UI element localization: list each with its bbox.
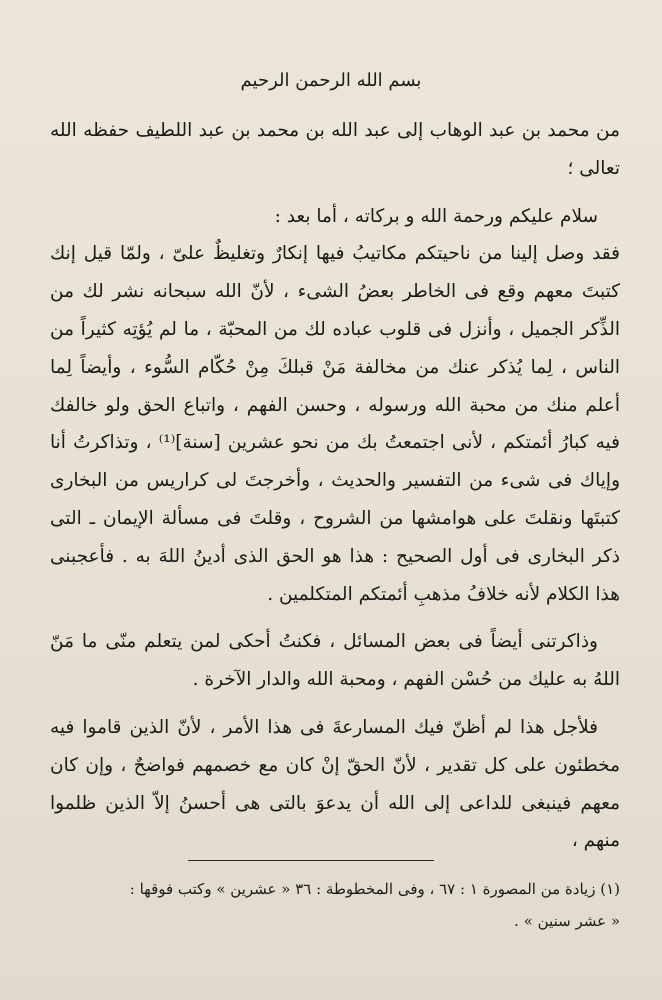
- footnote-line: « عشر سنين » .: [514, 912, 620, 930]
- footnote: [50, 873, 620, 937]
- salutation-paragraph: من محمد بن عبد الوهاب إلى عبد الله بن محمد بن عبد اللطيف حفظه الله تعالى ؛: [50, 120, 620, 179]
- body-paragraph: وذاكرتنى أيضاً فى بعض المسائل ، فكنتُ أحكى لمن يتعلم منّى ما مَنّ اللهُ به عليك من حُسْن الفهم ، ومحبة الله والدار الآخرة .: [50, 631, 620, 691]
- footnote-divider: [188, 860, 434, 861]
- greeting-paragraph: سلام عليكم ورحمة الله و بركاته ، أما بعد :: [274, 205, 598, 227]
- body-paragraph: فلأجل هذا لم أظنّ فيك المسارعةَ فى هذا الأمر ، لأنّ الذين قاموا فيه مخطئون على كل تقدير ، لأنّ الحقّ إنْ كان مع خصمهم فواضحٌ ، وإن كان معهم فينبغى للداعى إلى الله أن يدعوَ بالتى هى أحسنُ إلاّ الذين ظلموا منهم ،: [50, 716, 620, 852]
- body-paragraph: فقد وصل إلينا من ناحيتكم مكاتيبُ فيها إنكارٌ وتغليظٌ علىّ ، ولمّا قيل إنك كتبتَ معهم وقع فى الخاطر بعضُ الشىء ، لأنّ الله سبحانه نشر لك من الذِّكر الجميل ، وأنزل فى قلوب عباده لك من المحبّة ، ما لم يُؤتِه كثيراً من الناس ، لِما يُذكر عنك من مخالفة مَنْ قبلكَ مِنْ حُكّام السُّوء ، وأيضاً لِما أعلم منك من محبة الله ورسوله ، وحسن الفهم ، واتباع الحق ولو خالفك فيه كبارُ أئمتكم ، لأنى اجتمعتُ بك من نحو عشرين [سنة]⁽¹⁾ ، وتذاكرتُ أنا وإياك فى شىء من التفسير والحديث ، وأخرجتَ لى كراريس من البخارى كتبتَها ونقلتَ على هوامشها من الشروح ، وقلتَ فى مسألة الإيمان ـ التى ذكر البخارى فى أول الصحيح : هذا هو الحق الذى أدينُ اللهَ به . فأعجبنى هذا الكلام لأنه خلافُ مذهبِ أئمتكم المتكلمين .: [50, 243, 620, 605]
- basmala-heading: بسم الله الرحمن الرحيم: [240, 70, 422, 91]
- body-text: [50, 112, 620, 860]
- footnote-line: (١) زيادة من المصورة ١ : ٦٧ ، وفى المخطوطة : ٣٦ « عشرين » وكتب فوقها :: [129, 880, 620, 898]
